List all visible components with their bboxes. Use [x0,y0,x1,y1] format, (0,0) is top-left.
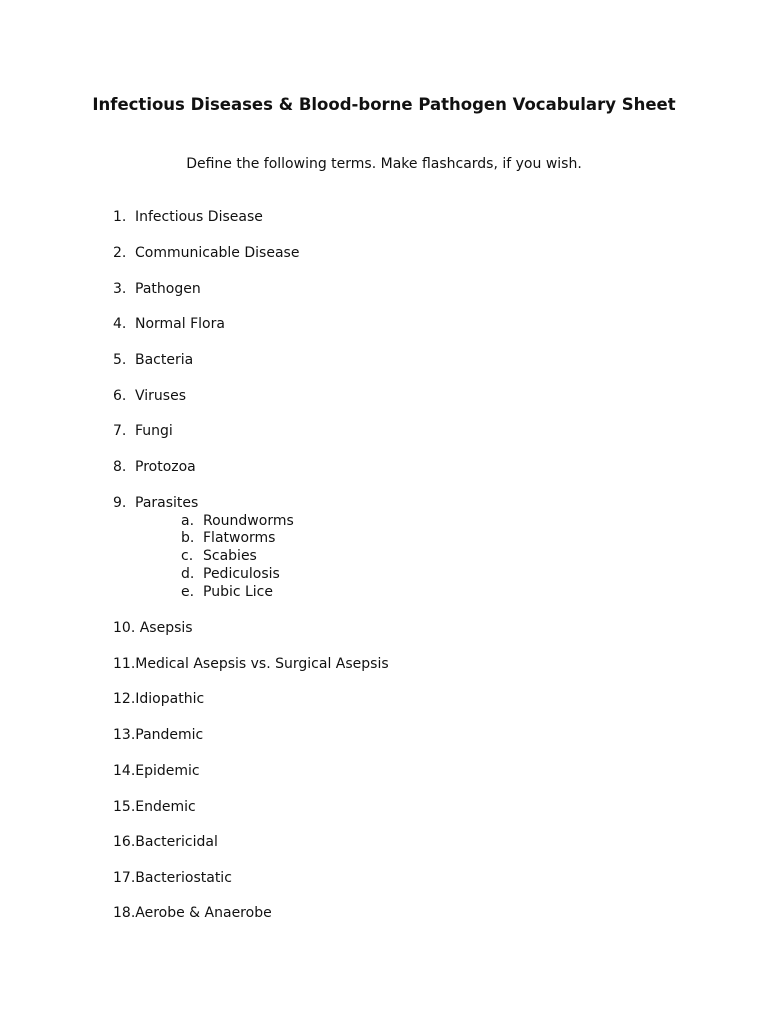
list-item [113,351,193,369]
list-item [113,458,196,476]
item-number: 9. [113,495,127,511]
item-term: Endemic [135,799,196,815]
sub-list-item [181,547,257,565]
item-number: 8. [113,459,127,475]
sub-item-term: Pediculosis [203,566,280,582]
sub-list-item [181,529,275,547]
item-number: 1. [113,209,127,225]
list-item [113,494,198,512]
item-term: Bactericidal [135,834,218,850]
item-term: Bacteria [135,352,194,368]
item-number: 16. [113,834,136,850]
sub-item-term: Roundworms [203,513,294,529]
item-number: 7. [113,423,127,439]
item-term: Idiopathic [135,691,205,707]
sub-item-letter: b. [181,530,195,546]
list-item [113,244,299,262]
list-item [113,869,232,887]
item-term: Infectious Disease [135,209,263,225]
list-item [113,690,204,708]
item-number: 18. [113,905,136,921]
item-number: 17. [113,870,136,886]
item-number: 6. [113,388,127,404]
sub-item-term: Scabies [203,548,257,564]
list-item [113,726,203,744]
item-number: 4. [113,316,127,332]
list-item [113,833,218,851]
item-term: Communicable Disease [135,245,300,261]
item-term: Bacteriostatic [135,870,232,886]
list-item [113,280,201,298]
item-term: Fungi [135,423,173,439]
sub-item-letter: a. [181,513,195,529]
list-item [113,387,186,405]
item-number: 5. [113,352,127,368]
item-number: 15. [113,799,136,815]
list-item [113,904,272,922]
sub-list-item [181,512,294,530]
item-term: Aerobe & Anaerobe [135,905,272,921]
list-item [113,762,200,780]
item-number: 2. [113,245,127,261]
item-term: Epidemic [135,763,200,779]
sub-item-letter: d. [181,566,195,582]
item-number: 14. [113,763,136,779]
item-number: 12. [113,691,136,707]
list-item [113,315,225,333]
item-number: 13. [113,727,136,743]
item-term: Medical Asepsis vs. Surgical Asepsis [135,656,389,672]
item-term: Normal Flora [135,316,225,332]
sub-list-item [181,583,273,601]
item-number: 3. [113,281,127,297]
item-number: 10. [113,620,136,636]
sub-item-term: Flatworms [203,530,276,546]
item-term: Viruses [135,388,186,404]
item-term: Pandemic [135,727,204,743]
list-item [113,619,193,637]
item-term: Parasites [135,495,199,511]
item-number: 11. [113,656,136,672]
list-item [113,798,196,816]
sub-list-item [181,565,280,583]
list-item [113,655,389,673]
instructions: Define the following terms. Make flashcards, if you wish. [186,156,582,172]
item-term: Pathogen [135,281,201,297]
list-item [113,422,173,440]
sub-item-term: Pubic Lice [203,584,273,600]
list-item [113,208,263,226]
sub-item-letter: c. [181,548,194,564]
page-title: Infectious Diseases & Blood-borne Pathogen Vocabulary Sheet [92,95,676,114]
item-term: Protozoa [135,459,196,475]
sub-item-letter: e. [181,584,195,600]
item-term: Asepsis [139,620,193,636]
